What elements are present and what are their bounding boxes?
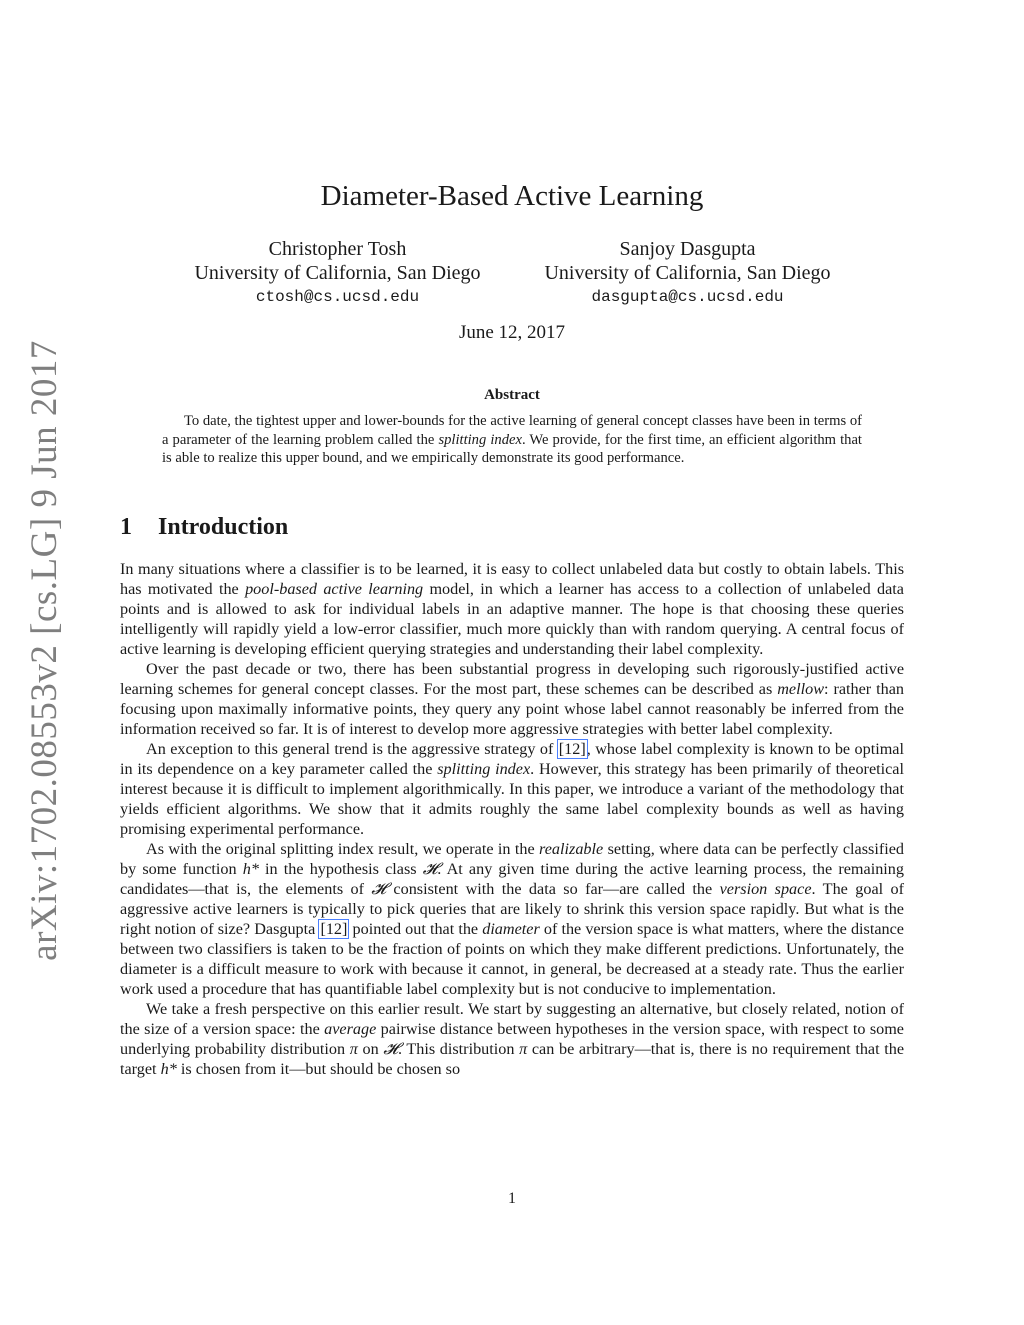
citation-link[interactable]: [12] xyxy=(558,740,586,758)
author-name: Christopher Tosh xyxy=(268,238,407,260)
author-affiliation: University of California, San Diego xyxy=(194,262,481,284)
author-email[interactable]: ctosh@cs.ucsd.edu xyxy=(255,288,420,306)
section-title: Introduction xyxy=(158,514,289,540)
introduction-body xyxy=(120,559,904,1079)
paper-title: Diameter-Based Active Learning xyxy=(320,180,704,212)
author-block-1 xyxy=(170,237,505,309)
paragraph: Over the past decade or two, there has been substantial progress in developing such rigorously-justified active learning schemes for general concept classes. For the most part, these schemes can be described as mellow: rather than focusing upon maximally informative points, they query any point whose label cannot reasonably be inferred from the information received so far. It is of interest to develop more aggressive strategies with better label complexity. xyxy=(120,660,905,738)
citation-link[interactable]: [12] xyxy=(320,920,348,938)
abstract-heading: Abstract xyxy=(484,387,540,403)
author-email[interactable]: dasgupta@cs.ucsd.edu xyxy=(591,288,784,306)
arxiv-identifier-stamp xyxy=(14,339,74,961)
author-affiliation: University of California, San Diego xyxy=(544,262,831,284)
arxiv-identifier-text: arXiv:1702.08553v2 [cs.LG] 9 Jun 2017 xyxy=(23,339,65,961)
paragraph: An exception to this general trend is the aggressive strategy of [12], whose label complexity is known to be optimal in its dependence on a key parameter called the splitting index. However, this strategy has been primarily of theoretical interest because it is difficult to implement algorithmically. In this paper, we introduce a variant of the methodology that yields efficient algorithms. We show that it admits roughly the same label complexity bounds as well as having promising experimental performance. xyxy=(120,740,904,838)
author-name: Sanjoy Dasgupta xyxy=(619,238,756,260)
abstract-text: To date, the tightest upper and lower-bounds for the active learning of general concept classes have been in terms of a parameter of the learning problem called the splitting index. We provide, for the first time, an efficient algorithm that is able to realize this upper bound, and we empirically demonstrate its good performance. xyxy=(162,413,862,466)
publication-date: June 12, 2017 xyxy=(458,322,566,343)
author-block-2 xyxy=(520,237,855,309)
section-number: 1 xyxy=(120,514,132,540)
section-heading-introduction xyxy=(120,514,288,541)
paragraph: In many situations where a classifier is to be learned, it is easy to collect unlabeled data but costly to obtain labels. This has motivated the pool-based active learning model, in which a learner has access to a collection of unlabeled data points and is allowed to ask for individual labels in an adaptive manner. The hope is that choosing these queries intelligently will rapidly yield a low-error classifier, much more quickly than with random querying. A central focus of active learning is developing efficient querying strategies and understanding their label complexity. xyxy=(120,560,904,658)
paragraph: As with the original splitting index result, we operate in the realizable setting, where data can be perfectly classified by some function h* in the hypothesis class 𝓗. At any given time during the active learning process, the remaining candidates—that is, the elements of 𝓗 consistent with the data so far—are called the version space. The goal of aggressive active learners is typically to pick queries that are likely to shrink this version space rapidly. But what is the right notion of size? Dasgupta [12] pointed out that the diameter of the version space is what matters, where the distance between two classifiers is taken to be the fraction of points on which they make different predictions. Unfortunately, the diameter is a difficult measure to work with because it cannot, in general, be decreased at a steady rate. Thus the earlier work used a procedure that has quantifiable label complexity but is not conducive to implementation. xyxy=(120,840,905,998)
page-number: 1 xyxy=(508,1190,516,1207)
paragraph: We take a fresh perspective on this earlier result. We start by suggesting an alternative, but closely related, notion of the size of a version space: the average pairwise distance between hypotheses in the version space, with respect to some underlying probability distribution π on 𝓗. This distribution π can be arbitrary—that is, there is no requirement that the target h* is chosen from it—but should be chosen so xyxy=(120,1000,905,1078)
